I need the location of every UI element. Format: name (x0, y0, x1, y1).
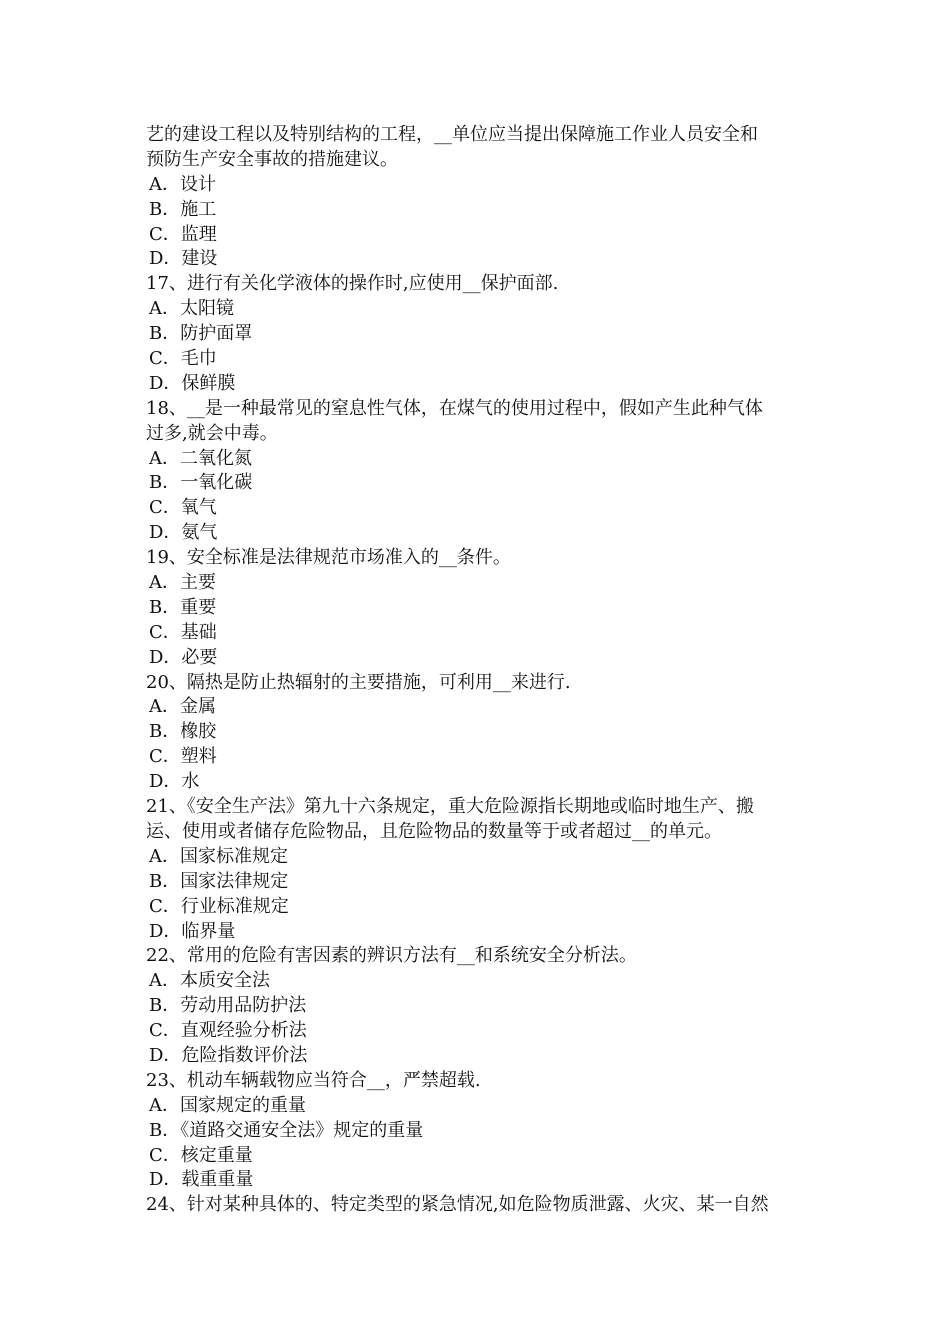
answer-option: D．必要 (149, 646, 218, 668)
question-text-line: 22、常用的危险有害因素的辨识方法有__和系统安全分析法。 (146, 945, 637, 967)
answer-option: C．核定重量 (149, 1144, 253, 1166)
answer-option: C．监理 (149, 223, 217, 245)
answer-option: C．毛巾 (149, 348, 217, 370)
answer-option: A．国家规定的重量 (149, 1094, 306, 1116)
answer-option: C．行业标准规定 (149, 895, 289, 917)
answer-option: A．太阳镜 (149, 298, 234, 320)
answer-option: B．《道路交通安全法》规定的重量 (149, 1119, 424, 1141)
answer-option: A．设计 (149, 173, 216, 195)
answer-option: D．建设 (149, 248, 218, 270)
answer-option: B．防护面罩 (149, 323, 253, 345)
document-body (146, 123, 811, 1218)
answer-option: D．氨气 (149, 522, 218, 544)
question-text-line: 21、《安全生产法》第九十六条规定，重大危险源指长期地或临时地生产、搬 (146, 796, 754, 818)
answer-option: B．一氧化碳 (149, 472, 253, 494)
answer-option: D．载重重量 (149, 1169, 254, 1191)
answer-option: B．施工 (149, 198, 217, 220)
answer-option: C．直观经验分析法 (149, 1020, 307, 1042)
question-text-line: 过多,就会中毒。 (146, 422, 278, 444)
question-text-line: 23、机动车辆载物应当符合__，严禁超载. (146, 1069, 481, 1091)
question-text-line: 17、进行有关化学液体的操作时,应使用__保护面部. (146, 273, 559, 295)
answer-option: B．国家法律规定 (149, 870, 289, 892)
answer-option: D．危险指数评价法 (149, 1044, 308, 1066)
question-text-line: 预防生产安全事故的措施建议。 (146, 148, 398, 170)
question-text-line: 20、隔热是防止热辐射的主要措施，可利用__来进行. (146, 671, 571, 693)
answer-option: A．金属 (149, 696, 216, 718)
answer-option: A．本质安全法 (149, 970, 270, 992)
answer-option: A．主要 (149, 572, 216, 594)
question-text-line: 艺的建设工程以及特别结构的工程，__单位应当提出保障施工作业人员安全和 (146, 124, 758, 145)
answer-option: C．塑料 (149, 746, 217, 768)
answer-option: C．氧气 (149, 497, 217, 519)
question-text-line: 运、使用或者储存危险物品，且危险物品的数量等于或者超过__的单元。 (146, 820, 722, 842)
answer-option: B．劳动用品防护法 (149, 995, 307, 1017)
answer-option: D．保鲜膜 (149, 372, 236, 394)
answer-option: C．基础 (149, 621, 217, 643)
answer-option: A．二氧化氮 (149, 447, 252, 469)
question-text-line: 18、__是一种最常见的窒息性气体，在煤气的使用过程中，假如产生此种气体 (146, 397, 763, 419)
question-text-line: 19、安全标准是法律规范市场准入的__条件。 (146, 547, 511, 569)
question-text-line: 24、针对某种具体的、特定类型的紧急情况,如危险物质泄露、火灾、某一自然 (146, 1194, 769, 1216)
answer-option: B．橡胶 (149, 721, 217, 743)
answer-option: A．国家标准规定 (149, 845, 288, 867)
answer-option: D．临界量 (149, 920, 236, 942)
answer-option: D．水 (149, 771, 200, 793)
answer-option: B．重要 (149, 596, 217, 618)
